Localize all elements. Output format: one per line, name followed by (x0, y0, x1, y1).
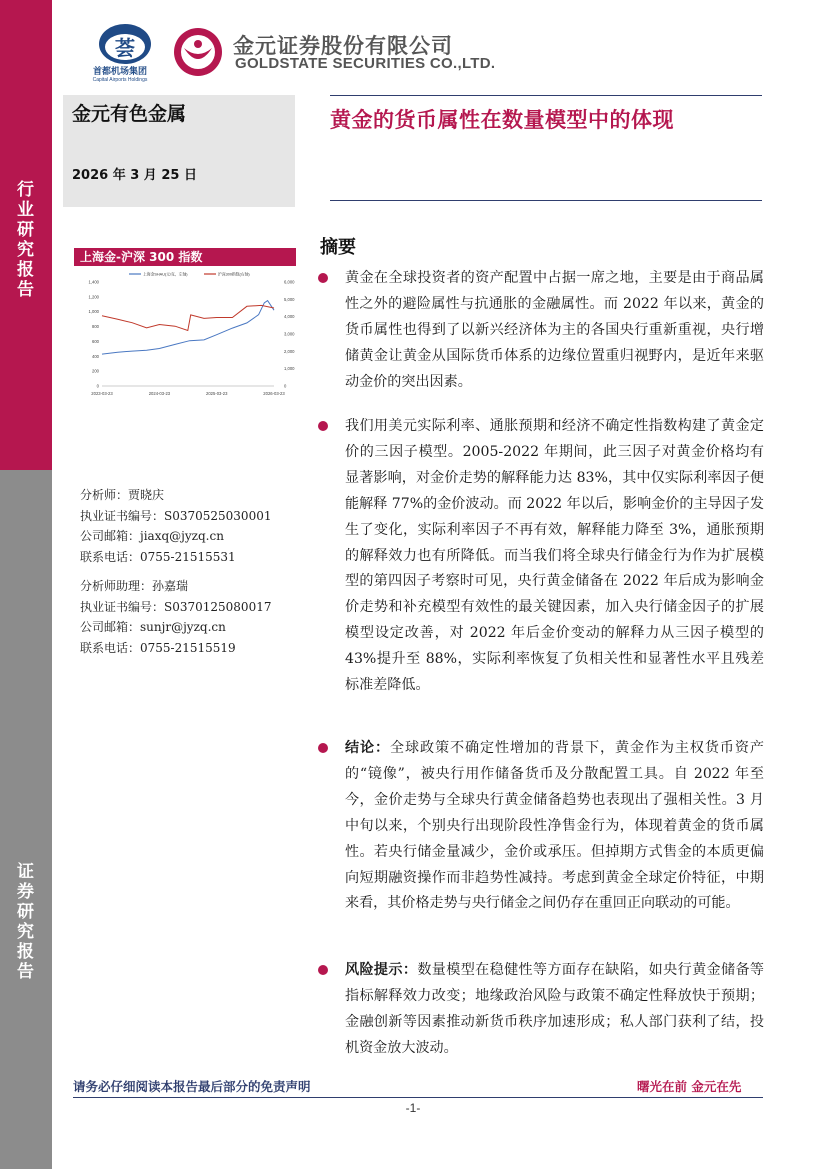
y-left-tick-label: 1,400 (88, 279, 99, 285)
y-right-tick-label: 0 (284, 383, 287, 389)
side-label-securities-report: 证券研究报告 (13, 862, 33, 982)
paragraph-text: 黄金在全球投资者的资产配置中占据一席之地，主要是由于商品属性之外的避险属性与抗通胀的金融属性。而 2022 年以来，黄金的货币属性也得到了以新兴经济体为主的各国央行重新重视，央行增储黄金让黄金从国际货币体系的边缘位置重归视野内，是近年来驱动金价的突出因素。 (345, 270, 764, 390)
header-rule-bottom (330, 200, 762, 201)
y-left-tick-label: 0 (96, 383, 99, 389)
side-label-industry-report: 行业研究报告 (13, 180, 33, 300)
analyst-phone: 联系电话：0755-21515531 (80, 549, 236, 564)
x-tick-label: 2026-03-23 (263, 391, 285, 396)
y-right-tick-label: 4,000 (284, 314, 295, 320)
analyst-name: 分析师助理：孙嘉瑞 (80, 579, 189, 593)
abstract-title: 摘要 (320, 237, 356, 258)
airport-group-subtitle: Capital Airports Holdings (92, 77, 148, 83)
y-left-tick-label: 200 (92, 368, 99, 374)
x-tick-label: 2023-03-23 (91, 391, 113, 396)
sector-name: 金元有色金属 (72, 103, 187, 125)
bullet-icon (318, 273, 328, 283)
x-tick-label: 2024-03-23 (148, 391, 171, 396)
conclusion-label: 结论： (345, 740, 390, 756)
analyst-name: 分析师：贾晓庆 (80, 488, 165, 502)
y-left-tick-label: 400 (92, 353, 99, 359)
airport-logo-glyph: 荟 (115, 36, 135, 60)
y-left-tick-label: 600 (92, 338, 99, 344)
chart-title: 上海金-沪深 300 指数 (74, 248, 296, 266)
footer-disclaimer: 请务必仔细阅读本报告最后部分的免责声明 (73, 1079, 311, 1094)
conclusion-text: 全球政策不确定性增加的背景下，黄金作为主权货币资产的“镜像”，被央行用作储备货币及分散配置工具。自 2022 年至今，金价走势与全球央行黄金储备趋势也表现出了强相关性。3 月中旬以来，个别央行出现阶段性净售金行为，体现着黄金的货币属性。若央行储金量减少，金价或承压。但掉期方式售金的本质更偏向短期融资操作而非趋势性减持。考虑到黄金全球定价特征，中期来看，其价格走势与央行储金之间仍存在重回正向联动的可能。 (345, 740, 765, 912)
airport-group-name: 首都机场集团 (92, 67, 147, 77)
bullet-icon (318, 421, 328, 431)
y-right-tick-label: 2,000 (284, 348, 295, 354)
analyst-license: 执业证书编号：S0370525030001 (80, 508, 272, 523)
y-right-tick-label: 3,000 (284, 331, 295, 337)
goldstate-logo-icon (172, 26, 224, 78)
footer-slogan: 曙光在前 金元在先 (637, 1079, 742, 1094)
company-name-en: GOLDSTATE SECURITIES CO.,LTD. (235, 55, 496, 72)
conclusion-paragraph (318, 736, 764, 917)
side-bar-bottom (0, 470, 52, 1169)
y-left-tick-label: 1,200 (88, 294, 99, 300)
analyst-license: 执业证书编号：S0370125080017 (80, 599, 272, 614)
analyst-info (80, 485, 310, 667)
series-line-2 (102, 305, 274, 330)
legend-label: 沪深300指数(右轴) (218, 272, 250, 277)
report-date: 2026 年 3 月 25 日 (72, 168, 197, 183)
paragraph-text: 我们用美元实际利率、通胀预期和经济不确定性指数构建了黄金定价的三因子模型。2005-2022 年期间，此三因子对黄金价格均有显著影响，对金价走势的解释能力达 83%，其中仅实际利率因子便能解释 77%的金价波动。而 2022 年以后，影响金价的主导因子发生了变化，实际利率因子不再有效，解释能力降至 3%，通胀预期的解释效力也有所降低。而当我们将全球央行储金行为作为扩展模型的第四因子考察时可见，央行黄金储备在 2022 年后成为影响金价走势和补充模型有效性的最关键因素，加入央行储金因子的扩展模型设定改善，对 2022 年后金价变动的解释力从三因子模型的 43%提升至 88%，实际利率恢复了负相关性和显著性水平且残差标准差降低。 (345, 418, 764, 694)
analyst-email: 公司邮箱：sunjr@jyzq.cn (80, 620, 226, 634)
footer-rule (73, 1097, 763, 1098)
y-right-tick-label: 6,000 (284, 279, 295, 285)
y-left-tick-label: 800 (92, 324, 99, 330)
analyst-email: 公司邮箱：jiaxq@jyzq.cn (80, 529, 224, 543)
x-tick-label: 2025-03-23 (206, 391, 228, 396)
report-title: 黄金的货币属性在数量模型中的体现 (330, 108, 674, 132)
header-rule-top (330, 95, 762, 96)
analyst-group (80, 485, 310, 567)
page-number: -1- (405, 1101, 421, 1115)
y-right-tick-label: 5,000 (284, 296, 295, 302)
legend-label: 上海金SHAU(元/克，左轴) (143, 272, 188, 277)
y-left-tick-label: 1,000 (88, 309, 99, 315)
risk-label: 风险提示： (345, 962, 418, 978)
bullet-icon (318, 965, 328, 975)
abstract-paragraph (318, 266, 764, 396)
risk-text: 数量模型在稳健性等方面存在缺陷，如央行黄金储备等指标解释效力改变；地缘政治风险与政策不确定性释放快于预期；金融创新等因素推动新货币秩序加速形成；私人部门获利了结，投机资金放大波动。 (345, 962, 765, 1056)
abstract-paragraph (318, 414, 764, 699)
bullet-icon (318, 743, 328, 753)
risk-paragraph (318, 958, 764, 1062)
analyst-group (80, 576, 310, 658)
gold-vs-csi300-chart (74, 268, 302, 406)
company-name-cn: 金元证券股份有限公司 (233, 34, 453, 58)
analyst-phone: 联系电话：0755-21515519 (80, 640, 236, 655)
y-right-tick-label: 1,000 (284, 366, 295, 372)
